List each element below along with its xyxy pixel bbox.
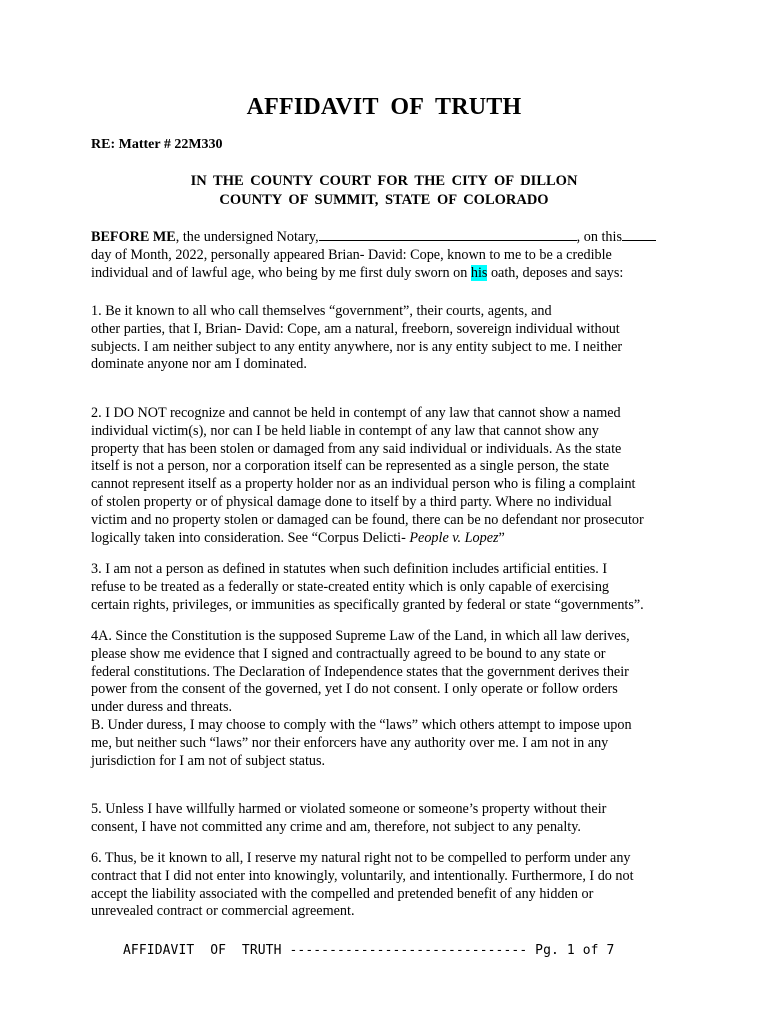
before-me-label: BEFORE ME: [91, 229, 176, 245]
paragraph-2: 2. I DO NOT recognize and cannot be held in contempt of any law that cannot show a named individual victim(s), nor can I be held liable in contempt of any law that cannot show any property that has been stolen or damaged from any said individual or individuals. As the state itself is not a person, nor a corporation itself can be represented as a single person, the state cannot represent itself as a property holder nor as an individual person who is filing a complaint of stolen property or of physical damage done to itself by a third party. Where no individual victim and no property stolen or damaged can be found, there can be no defendant nor prosecutor logically taken into consideration. See “Corpus Delicti- People v. Lopez”: [91, 405, 644, 546]
paragraph-3: 3. I am not a person as defined in statutes when such definition includes artificial entities. I refuse to be treated as a federally or state-created entity which is only capable of exercising certain rights, privileges, or immunities as specifically granted by federal or state “governments”.: [91, 561, 644, 613]
notary-name-blank: [319, 228, 577, 241]
court-line-1: IN THE COUNTY COURT FOR THE CITY OF DILLON: [190, 173, 578, 189]
day-blank: [622, 228, 656, 241]
intro-line-3: individual and of lawful age, who being by me first duly sworn on his oath, deposes and says:: [91, 264, 624, 281]
case-citation: People v. Lopez: [409, 529, 499, 546]
paragraph-1: 1. Be it known to all who call themselves “government”, their courts, agents, and other parties, that I, Brian- David: Cope, am a natural, freeborn, sovereign individual without subjects. I am neither subject to any entity anywhere, nor is any entity subject to me. I neither dominate anyone nor am I dominated.: [91, 303, 623, 373]
paragraph-5: 5. Unless I have willfully harmed or violated someone or someone’s property without their consent, I have not committed any crime and am, therefore, not subject to any penalty.: [91, 801, 607, 835]
highlighted-word: his: [470, 264, 488, 281]
page-footer: AFFIDAVIT OF TRUTH ------------------------------ Pg. 1 of 7: [123, 943, 615, 958]
court-heading: [0, 172, 768, 210]
matter-reference: RE: Matter # 22M330: [91, 137, 223, 152]
paragraph-6: 6. Thus, be it known to all, I reserve my natural right not to be compelled to perform under any contract that I did not enter into knowingly, voluntarily, and intentionally. Furthermore, I do not accept the liability associated with the compelled and pretended benefit of any hidden or unrevealed contract or commercial agreement.: [91, 850, 634, 920]
intro-line-1: BEFORE ME, the undersigned Notary, , on this: [91, 228, 691, 247]
court-line-2: COUNTY OF SUMMIT, STATE OF COLORADO: [219, 192, 549, 208]
paragraph-4: 4A. Since the Constitution is the supposed Supreme Law of the Land, in which all law derives, please show me evidence that I signed and contractually agreed to be bound to any state or federal constitutions. The Declaration of Independence states that the government derives their power from the consent of the governed, yet I do not consent. I only operate or follow orders under duress and threats. B. Under duress, I may choose to comply with the “laws” which others attempt to impose upon me, but neither such “laws” nor their enforcers have any authority over me. I am not in any jurisdiction for I am not of subject status.: [91, 628, 632, 769]
document-title: AFFIDAVIT OF TRUTH: [246, 94, 522, 120]
intro-line-2: day of Month, 2022, personally appeared Brian- David: Cope, known to me to be a credible: [91, 246, 612, 263]
intro-paragraph: [91, 228, 691, 282]
